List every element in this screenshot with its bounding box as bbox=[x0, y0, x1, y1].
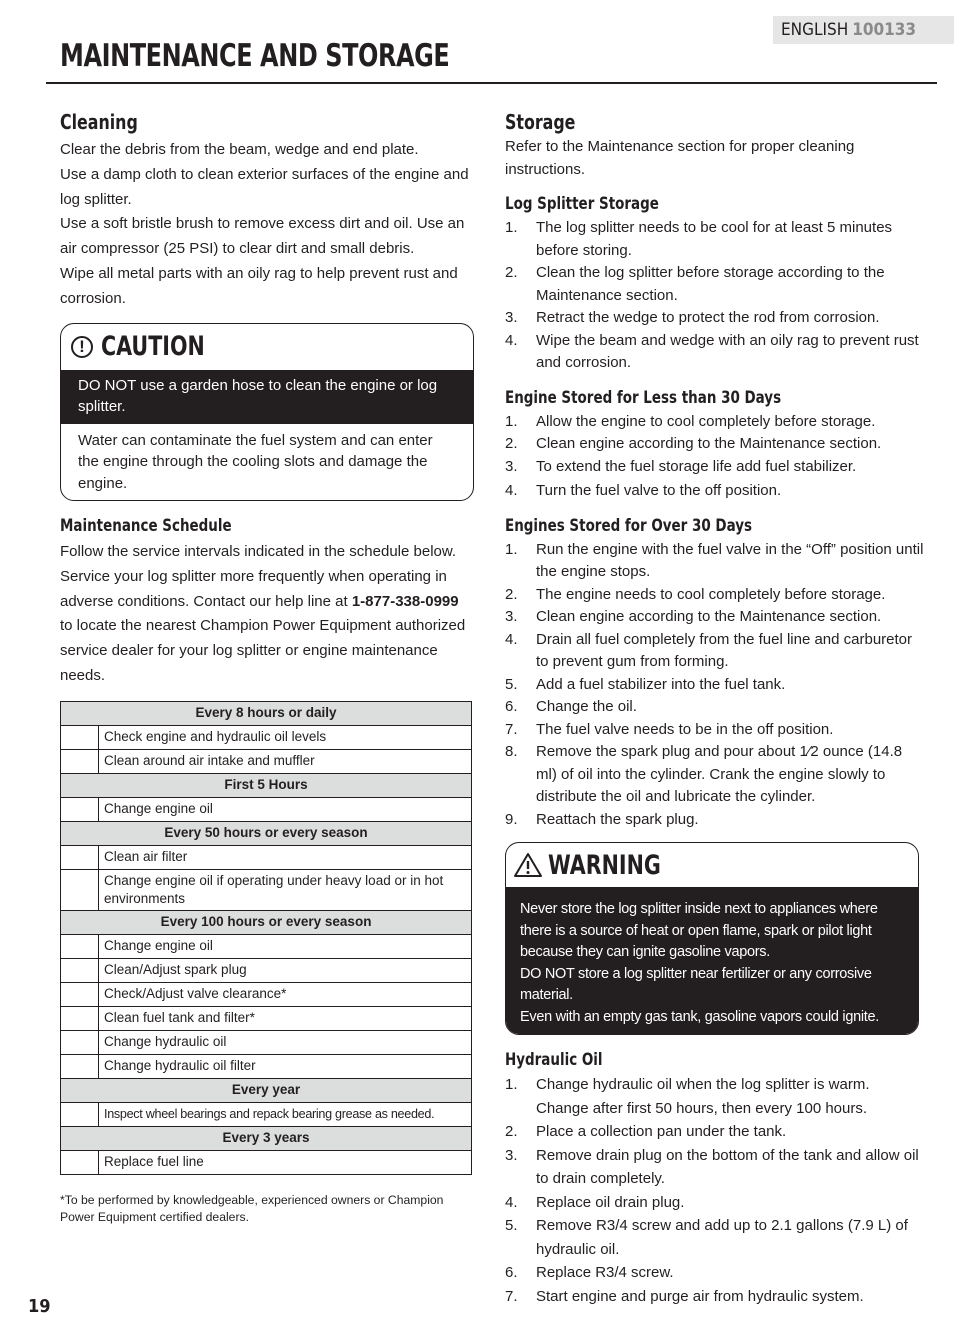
list-item: 5. Remove R3/4 screw and add up to 2.1 gallons (7.9 L) of hydraulic oil. bbox=[505, 1217, 908, 1258]
list-item: 2. Clean the log splitter before storage according to the Maintenance section. bbox=[505, 264, 885, 304]
interval-header: Every 3 years bbox=[61, 1126, 472, 1150]
checkbox-cell bbox=[61, 725, 99, 749]
checkbox-cell bbox=[61, 749, 99, 773]
interval-header: First 5 Hours bbox=[61, 773, 472, 797]
log-splitter-storage-heading: Log Splitter Storage bbox=[505, 194, 659, 214]
help-line-phone: 1-877-338-0999 bbox=[351, 592, 459, 610]
cleaning-paragraph: Use a damp cloth to clean exterior surfaces of the engine and log splitter. bbox=[60, 165, 469, 208]
caution-body-text: Water can contaminate the fuel system and can enter the engine through the cooling slots and damage the engine. bbox=[78, 431, 433, 492]
schedule-task: Replace fuel line bbox=[99, 1150, 472, 1174]
log-splitter-storage-steps bbox=[505, 217, 925, 375]
list-item: 9. Reattach the spark plug. bbox=[505, 810, 699, 828]
schedule-task: Change engine oil bbox=[99, 797, 472, 821]
schedule-task: Clean air filter bbox=[99, 845, 472, 869]
hydraulic-oil-steps bbox=[505, 1073, 925, 1308]
warning-line: Never store the log splitter inside next to appliances where there is a source of heat or open flame, spark or pilot light because they can ignite gasoline vapors. bbox=[520, 901, 878, 960]
storage-intro: Refer to the Maintenance section for proper cleaning instructions. bbox=[505, 138, 855, 178]
schedule-task: Change engine oil if operating under heavy load or in hot environments bbox=[99, 869, 472, 910]
cleaning-paragraph: Use a soft bristle brush to remove excess dirt and oil. Use an air compressor (25 PSI) to clear dirt and small debris. bbox=[60, 215, 465, 258]
checkbox-cell bbox=[61, 958, 99, 982]
warning-header bbox=[506, 843, 918, 887]
warning-box bbox=[505, 842, 919, 1035]
list-item: 3. Remove drain plug on the bottom of the tank and allow oil to drain completely. bbox=[505, 1146, 919, 1187]
list-item: 1. Allow the engine to cool completely before storage. bbox=[505, 412, 876, 430]
list-item: 1. Change hydraulic oil when the log splitter is warm. Change after first 50 hours, then every 100 hours. bbox=[505, 1076, 870, 1117]
less-than-30-days-steps bbox=[505, 411, 925, 503]
list-item: 7. The fuel valve needs to be in the off position. bbox=[505, 720, 834, 738]
checkbox-cell bbox=[61, 1054, 99, 1078]
checkbox-cell bbox=[61, 869, 99, 910]
list-item: 2. Clean engine according to the Maintenance section. bbox=[505, 435, 882, 452]
warning-triangle-icon bbox=[513, 852, 543, 878]
cleaning-paragraph: Clear the debris from the beam, wedge and end plate. bbox=[60, 141, 419, 158]
schedule-task: Check engine and hydraulic oil levels bbox=[99, 725, 472, 749]
schedule-task: Clean/Adjust spark plug bbox=[99, 958, 472, 982]
left-column bbox=[60, 110, 473, 1226]
caution-header bbox=[61, 324, 473, 370]
list-item: 6. Replace R3/4 screw. bbox=[505, 1264, 674, 1281]
interval-header: Every 50 hours or every season bbox=[61, 821, 472, 845]
list-item: 3. To extend the fuel storage life add fuel stabilizer. bbox=[505, 457, 857, 475]
checkbox-cell bbox=[61, 1006, 99, 1030]
checkbox-cell bbox=[61, 982, 99, 1006]
schedule-task: Clean around air intake and muffler bbox=[99, 749, 472, 773]
list-item: 2. The engine needs to cool completely before storage. bbox=[505, 585, 886, 603]
list-item: 3. Clean engine according to the Maintenance section. bbox=[505, 608, 882, 625]
list-item: 1. Run the engine with the fuel valve in the “Off” position until the engine stops. bbox=[505, 540, 924, 580]
warning-line: DO NOT store a log splitter near fertilizer or any corrosive material. bbox=[520, 965, 872, 1003]
list-item: 4. Turn the fuel valve to the off position. bbox=[505, 482, 782, 499]
warning-line: Even with an empty gas tank, gasoline vapors could ignite. bbox=[520, 1008, 880, 1025]
page-number: 19 bbox=[28, 1296, 51, 1317]
schedule-task: Change hydraulic oil bbox=[99, 1030, 472, 1054]
title-rule bbox=[46, 82, 937, 84]
list-item: 8. Remove the spark plug and pour about 1⁄2 ounce (14.8 ml) of oil into the cylinder. Crank the engine slowly to distribute the oil and lubricate the cylinder. bbox=[505, 743, 903, 805]
over-30-days-heading: Engines Stored for Over 30 Days bbox=[505, 515, 752, 536]
list-item: 7. Start engine and purge air from hydraulic system. bbox=[505, 1287, 864, 1305]
page-title: MAINTENANCE AND STORAGE bbox=[60, 38, 450, 74]
language-tab bbox=[773, 16, 954, 44]
list-item: 5. Add a fuel stabilizer into the fuel tank. bbox=[505, 675, 786, 693]
warning-title: WARNING bbox=[548, 849, 661, 881]
schedule-task: Change engine oil bbox=[99, 934, 472, 958]
list-item: 4. Replace oil drain plug. bbox=[505, 1193, 685, 1211]
hydraulic-oil-heading: Hydraulic Oil bbox=[505, 1050, 603, 1070]
checkbox-cell bbox=[61, 1150, 99, 1174]
caution-box bbox=[60, 323, 474, 502]
maintenance-schedule-heading: Maintenance Schedule bbox=[60, 516, 232, 537]
interval-header: Every 100 hours or every season bbox=[61, 910, 472, 934]
schedule-task: Clean fuel tank and filter* bbox=[99, 1006, 472, 1030]
checkbox-cell bbox=[61, 797, 99, 821]
interval-header: Every year bbox=[61, 1078, 472, 1102]
list-item: 3. Retract the wedge to protect the rod from corrosion. bbox=[505, 309, 880, 326]
cleaning-paragraph: Wipe all metal parts with an oily rag to help prevent rust and corrosion. bbox=[60, 264, 458, 307]
over-30-days-steps bbox=[505, 539, 925, 832]
footnote: *To be performed by knowledgeable, experienced owners or Champion Power Equipment certified dealers. bbox=[60, 1192, 444, 1224]
less-than-30-days-heading: Engine Stored for Less than 30 Days bbox=[505, 387, 782, 408]
caution-alert-text: DO NOT use a garden hose to clean the engine or log splitter. bbox=[61, 370, 473, 424]
list-item: 4. Drain all fuel completely from the fuel line and carburetor to prevent gum from forming. bbox=[505, 630, 913, 670]
cleaning-heading: Cleaning bbox=[60, 110, 138, 134]
list-item: 2. Place a collection pan under the tank. bbox=[505, 1123, 787, 1140]
schedule-task: Check/Adjust valve clearance* bbox=[99, 982, 472, 1006]
storage-heading: Storage bbox=[505, 110, 576, 134]
list-item: 1. The log splitter needs to be cool for at least 5 minutes before storing. bbox=[505, 219, 893, 259]
checkbox-cell bbox=[61, 1102, 99, 1126]
caution-title: CAUTION bbox=[101, 331, 205, 363]
list-item: 4. Wipe the beam and wedge with an oily rag to prevent rust and corrosion. bbox=[505, 331, 919, 371]
schedule-task: Change hydraulic oil filter bbox=[99, 1054, 472, 1078]
checkbox-cell bbox=[61, 845, 99, 869]
interval-header: Every 8 hours or daily bbox=[61, 701, 472, 725]
list-item: 6. Change the oil. bbox=[505, 698, 637, 715]
checkbox-cell bbox=[61, 1030, 99, 1054]
exclamation-circle-icon: ! bbox=[71, 336, 93, 358]
warning-text bbox=[506, 887, 918, 1034]
checkbox-cell bbox=[61, 934, 99, 958]
right-column bbox=[505, 110, 925, 1308]
document-code: 100133 bbox=[852, 20, 917, 40]
language-label: ENGLISH bbox=[781, 20, 849, 40]
schedule-task: Inspect wheel bearings and repack bearing grease as needed. bbox=[99, 1102, 472, 1126]
maintenance-schedule-intro: Follow the service intervals indicated in the schedule below. Service your log splitter more frequently when operating in adverse conditions. Contact our help line at 1-877-338-0999 to locate the nearest Champion Power Equipment authorized service dealer for your log splitter or engine maintenance needs. bbox=[60, 543, 466, 685]
maintenance-schedule-table bbox=[60, 701, 472, 1175]
